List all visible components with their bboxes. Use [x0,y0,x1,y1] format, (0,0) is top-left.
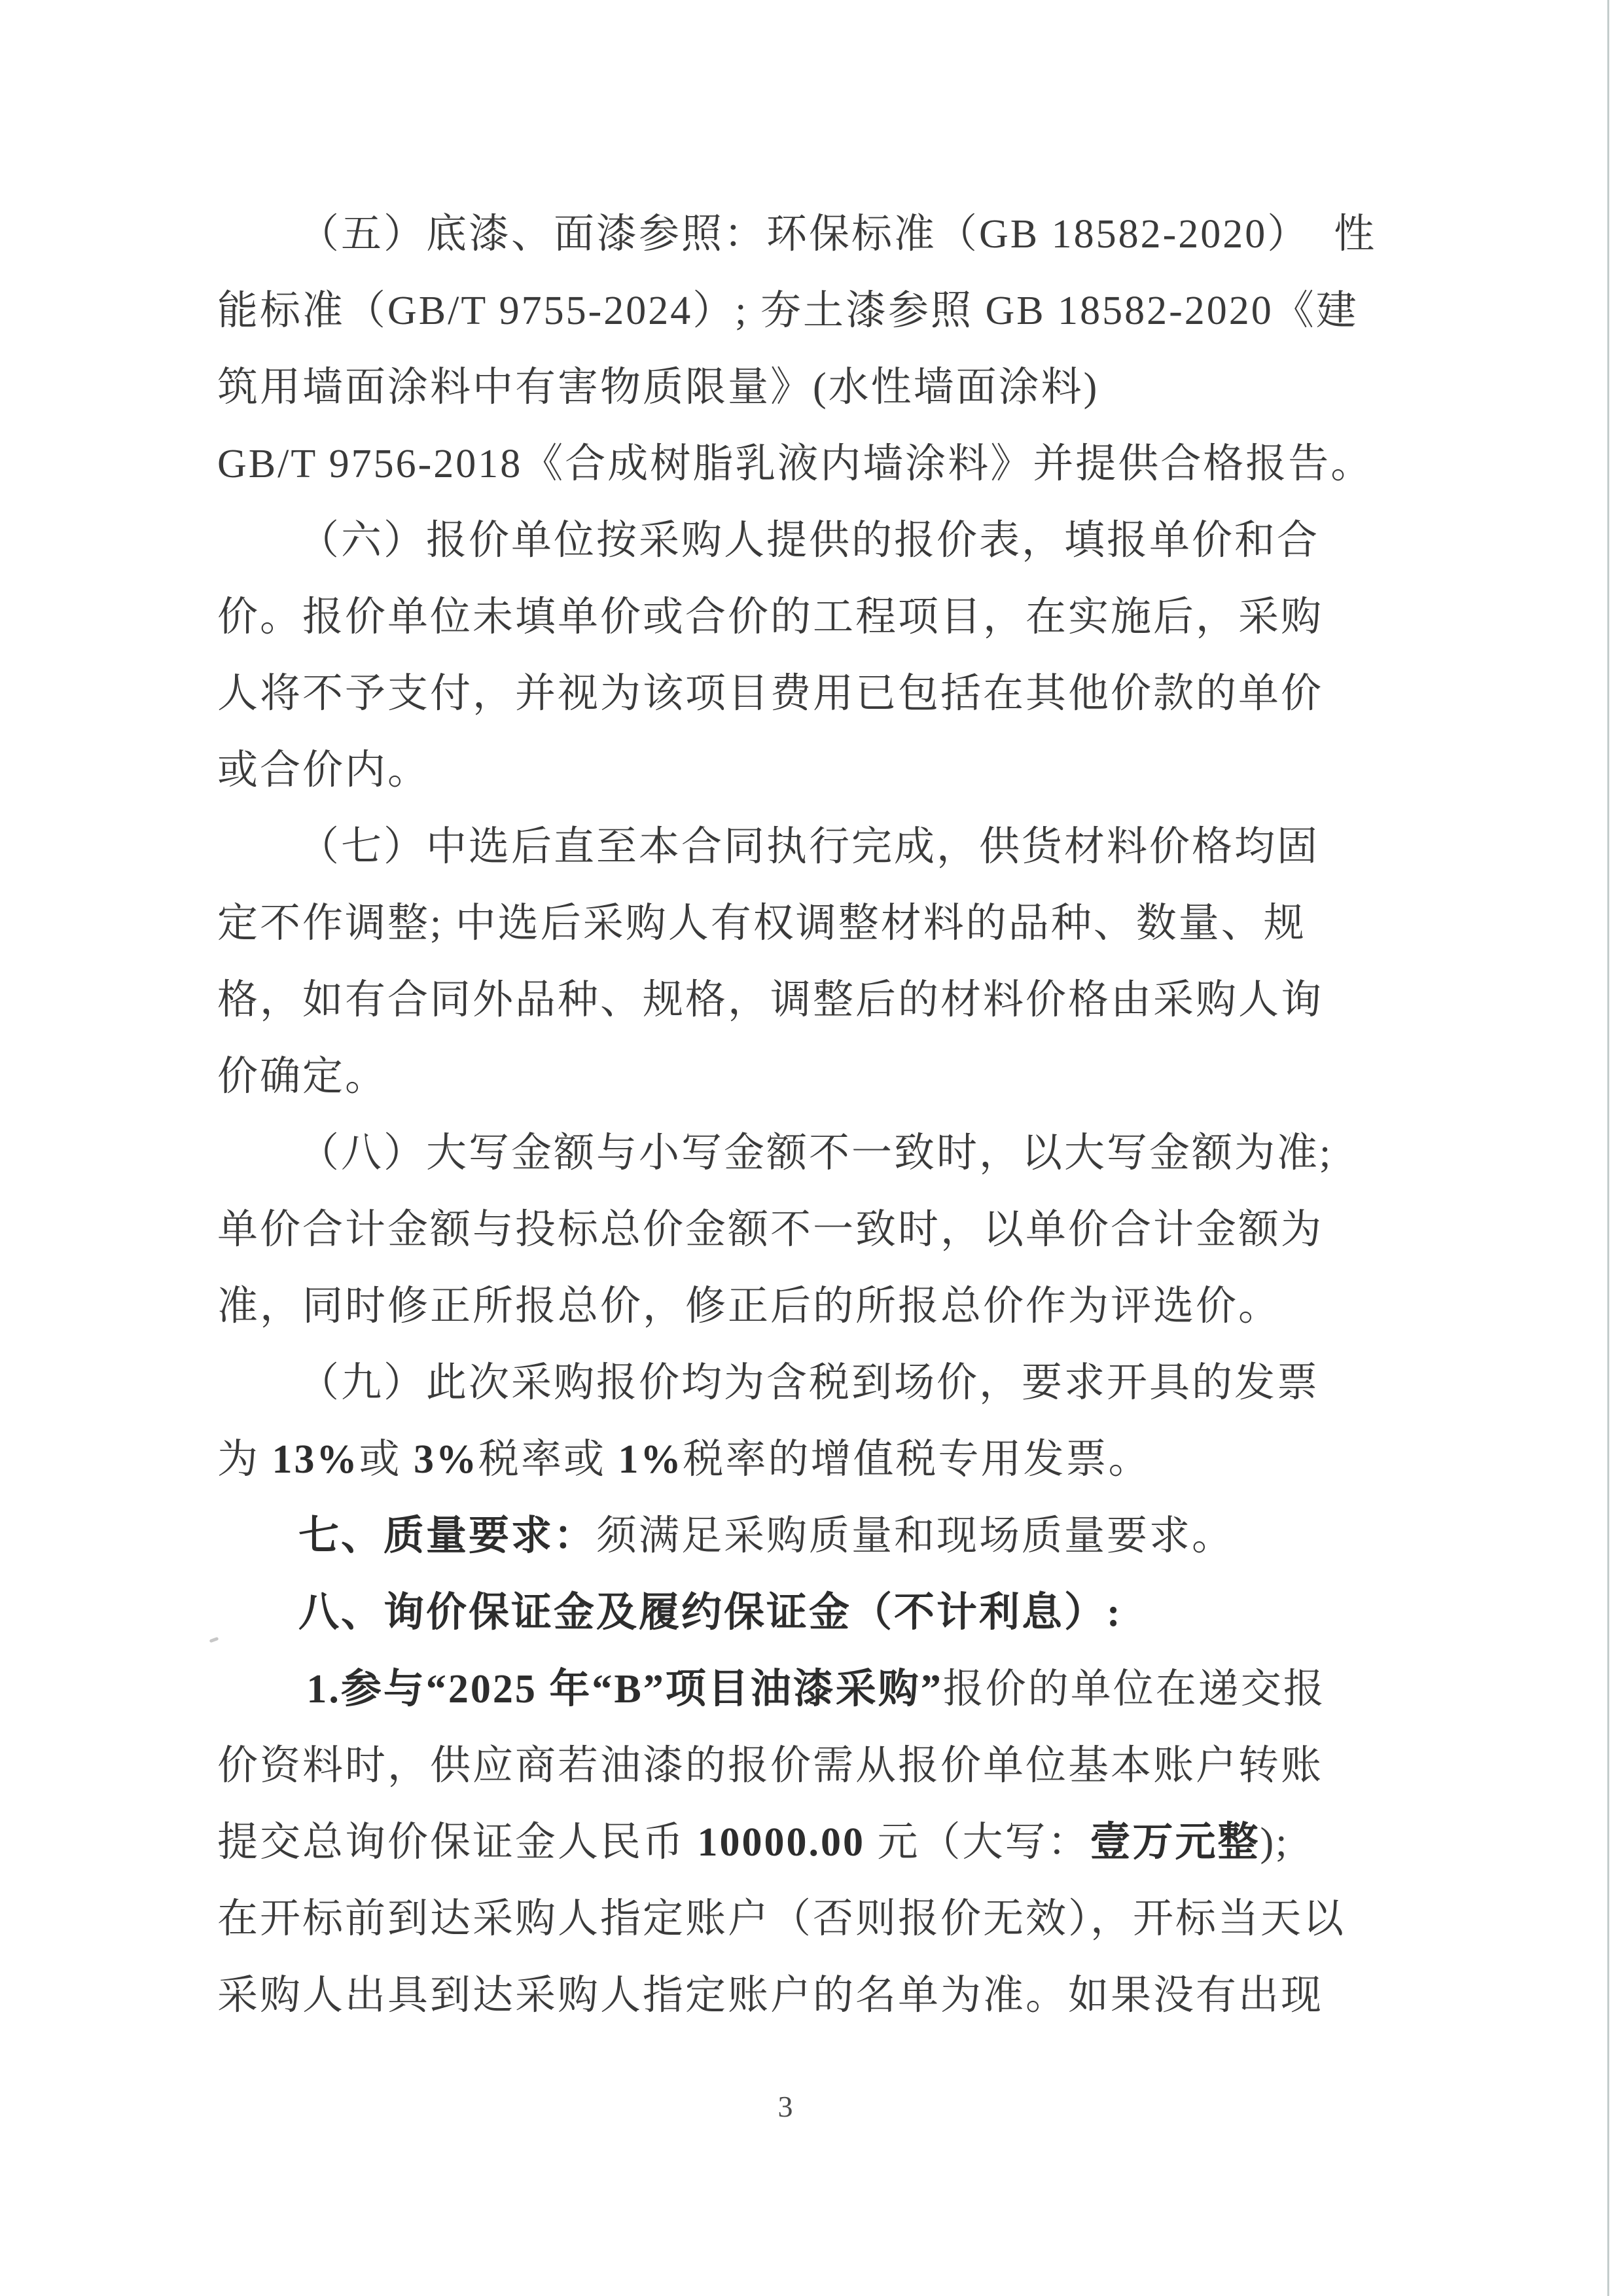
text-segment: 单价合计金额与投标总价金额不一致时，以单价合计金额为 [217,1208,1324,1252]
text-segment: 元（大写： [865,1820,1090,1865]
text-line [217,1422,1353,1498]
bold-text-segment: 3% [414,1437,479,1482]
text-line [217,1651,1353,1728]
text-segment: 价。报价单位未填单价或合价的工程项目，在实施后，采购 [217,595,1324,639]
text-segment: 准，同时修正所报总价，修正后的所报总价作为评选价。 [217,1284,1281,1329]
text-segment: 人将不予支付，并视为该项目费用已包括在其他价款的单价 [217,672,1324,716]
text-line [217,273,1359,350]
para-item-five [217,196,1377,426]
text-segment: 价确定。 [217,1054,388,1099]
text-segment: （八）大写金额与小写金额不一致时，以大写金额为准; [298,1131,1333,1175]
text-line [217,1958,1353,2034]
text-line [217,1192,1353,1268]
text-segment: 能标准（GB/T 9755-2024）; 夯土漆参照 GB 18582-2020《建 [217,289,1359,333]
bold-text-segment: 壹万元整 [1090,1820,1260,1865]
text-line [217,656,1353,732]
text-line [217,1345,1353,1422]
text-segment: 为 [217,1437,272,1482]
para-item-seven [217,809,1353,1115]
bold-text-segment: 10000.00 [697,1820,866,1865]
document-body [217,196,1377,2034]
para-item-eight [217,1115,1353,1345]
para-item-nine [217,1345,1353,1498]
text-line [217,1575,1353,1651]
text-segment: （七）中选后直至本合同执行完成，供货材料价格均固 [298,825,1320,869]
text-line [217,1728,1353,1804]
text-line [217,962,1353,1039]
text-line [217,1039,1353,1115]
bold-text-segment: 13% [272,1437,359,1482]
text-line [217,732,1353,809]
bold-text-segment: 八、询价保证金及履约保证金（不计利息）: [298,1590,1122,1635]
para-deposit-clause-1 [217,1651,1353,2034]
text-segment: 须满足采购质量和现场质量要求。 [596,1514,1235,1558]
text-segment: 提交总询价保证金人民币 [217,1820,698,1865]
text-segment: 或合价内。 [217,748,431,793]
para-item-six [217,503,1353,809]
text-line [217,426,1374,503]
text-segment: 或 [359,1437,414,1482]
page-number: 3 [777,2090,793,2123]
text-line [217,350,1353,426]
text-line [217,579,1353,656]
text-line [217,809,1353,886]
text-segment: （九）此次采购报价均为含税到场价，要求开具的发票 [298,1361,1320,1405]
text-segment: 税率或 [478,1437,618,1482]
text-segment: （六）报价单位按采购人提供的报价表，填报单价和合 [298,518,1320,563]
text-line [217,1498,1353,1575]
para-gbt-9756 [217,426,1374,503]
text-line [217,1881,1353,1958]
text-segment: 格，如有合同外品种、规格，调整后的材料价格由采购人询 [217,978,1324,1022]
text-segment: 在开标前到达采购人指定账户（否则报价无效），开标当天以 [217,1897,1346,1941]
text-line [217,503,1353,579]
text-line [217,1268,1353,1345]
heading-quality-requirements [217,1498,1353,1575]
text-segment: ); [1260,1820,1289,1865]
text-segment: 报价的单位在递交报 [942,1667,1326,1712]
text-segment: （五）底漆、面漆参照：环保标准（GB 18582-2020） 性 [298,212,1377,257]
bold-text-segment: 1.参与“2025 年“B”项目油漆采购” [306,1667,943,1712]
text-line [217,196,1377,273]
text-line [217,1115,1353,1192]
text-segment: GB/T 9756-2018《合成树脂乳液内墙涂料》并提供合格报告。 [217,442,1374,486]
text-line [217,886,1353,962]
text-segment: 采购人出具到达采购人指定账户的名单为准。如果没有出现 [217,1973,1324,2018]
bold-text-segment: 七、质量要求： [298,1514,597,1558]
text-segment: 定不作调整; 中选后采购人有权调整材料的品种、数量、规 [217,901,1306,946]
text-segment: 价资料时，供应商若油漆的报价需从报价单位基本账户转账 [217,1744,1324,1788]
text-line [217,1804,1353,1881]
heading-deposit [217,1575,1353,1651]
text-segment: 税率的增值税专用发票。 [683,1437,1151,1482]
scan-edge-line [1607,0,1609,2296]
bold-text-segment: 1% [618,1437,683,1482]
text-segment: 筑用墙面涂料中有害物质限量》(水性墙面涂料) [217,365,1099,410]
